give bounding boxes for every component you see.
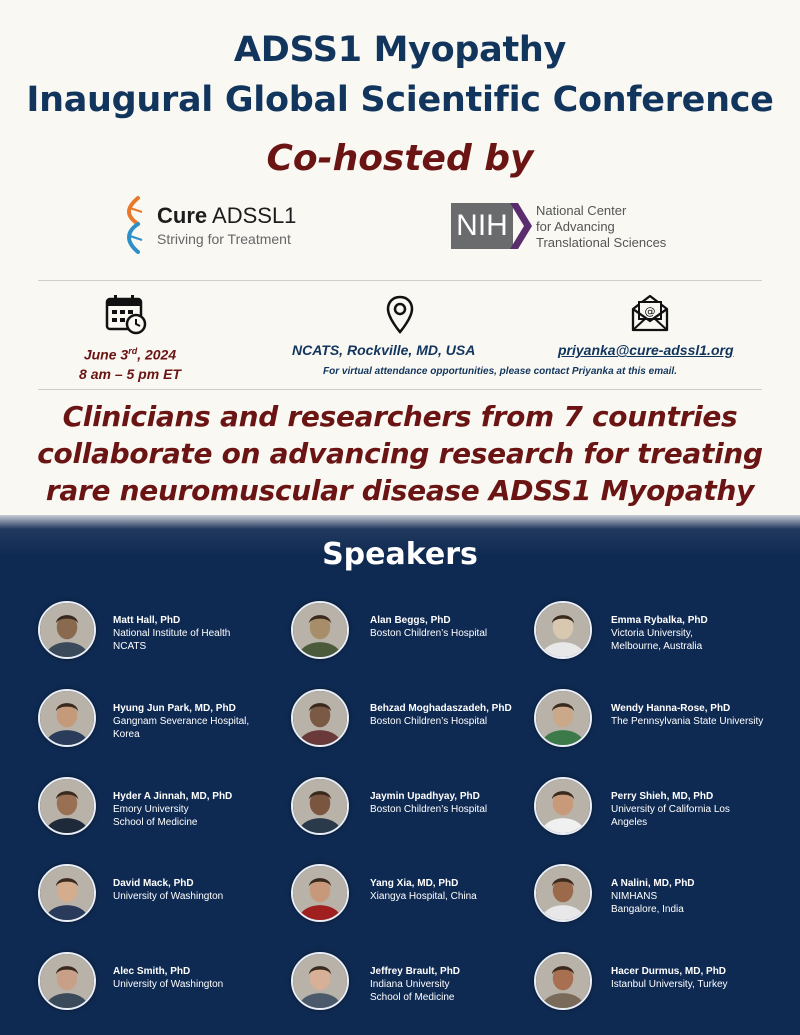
speaker-name: Hyung Jun Park, MD, PhD <box>113 703 236 714</box>
person-avatar-icon <box>536 603 590 657</box>
speaker-affiliation: University of Washington <box>113 891 224 902</box>
event-location: NCATS, Rockville, MD, USA <box>292 342 476 358</box>
event-date: June 3rd, 2024 8 am – 5 pm ET <box>79 346 181 382</box>
speaker-photo <box>534 777 592 835</box>
speaker-affiliation: University of Washington <box>113 979 224 990</box>
speaker-name: Hyder A Jinnah, MD, PhD <box>113 791 233 802</box>
person-avatar-icon <box>40 603 94 657</box>
speaker-name: Alan Beggs, PhD <box>370 615 451 626</box>
speaker-name: Jeffrey Brault, PhD <box>370 966 461 977</box>
cure-adssl1-logo-icon <box>124 196 148 254</box>
speaker-photo <box>291 864 349 922</box>
speaker-photo <box>291 777 349 835</box>
cure-adssl1-tagline: Striving for Treatment <box>157 231 291 247</box>
speaker-affiliation: Xiangya Hospital, China <box>370 891 477 902</box>
speakers-heading: Speakers <box>322 537 478 572</box>
speaker-name: Perry Shieh, MD, PhD <box>611 791 714 802</box>
speaker-affiliation: Indiana University <box>370 979 450 990</box>
speaker-affiliation: Emory University <box>113 804 189 815</box>
cure-adssl1-name: Cure ADSSL1 <box>157 203 297 228</box>
speaker-info <box>611 965 786 991</box>
speaker-affiliation: School of Medicine <box>113 817 198 828</box>
speakers-panel <box>0 515 800 1035</box>
nih-chevron-icon <box>510 203 532 249</box>
speaker-affiliation: School of Medicine <box>370 992 455 1003</box>
speaker-name: Wendy Hanna-Rose, PhD <box>611 703 731 714</box>
person-avatar-icon <box>536 866 590 920</box>
speaker-info <box>611 877 786 916</box>
speaker-info <box>113 877 288 903</box>
person-avatar-icon <box>40 954 94 1008</box>
speaker-photo <box>534 689 592 747</box>
speaker-name: Emma Rybalka, PhD <box>611 615 708 626</box>
speaker-affiliation: Bangalore, India <box>611 904 684 915</box>
envelope-at-icon <box>630 293 670 333</box>
person-avatar-icon <box>293 866 347 920</box>
speaker-affiliation: Gangnam Severance Hospital, <box>113 716 250 727</box>
speaker-info <box>113 702 288 741</box>
virtual-attendance-note: For virtual attendance opportunities, please contact Priyanka at this email. <box>323 366 677 377</box>
speaker-photo <box>291 689 349 747</box>
speaker-photo <box>534 864 592 922</box>
speaker-photo <box>38 689 96 747</box>
cohosted-by-label: Co-hosted by <box>266 138 534 179</box>
speaker-name: Matt Hall, PhD <box>113 615 181 626</box>
speaker-affiliation: Boston Children’s Hospital <box>370 804 488 815</box>
speaker-info <box>113 790 288 829</box>
person-avatar-icon <box>40 866 94 920</box>
speaker-name: Hacer Durmus, MD, PhD <box>611 966 727 977</box>
speaker-affiliation: Victoria University, <box>611 628 693 639</box>
speaker-affiliation: Boston Children’s Hospital <box>370 628 488 639</box>
conference-title-line2: Inaugural Global Scientific Conference <box>26 80 774 120</box>
speaker-info <box>611 790 786 829</box>
contact-email-link[interactable]: priyanka@cure-adssl1.org <box>558 342 734 358</box>
person-avatar-icon <box>536 954 590 1008</box>
calendar-clock-icon <box>105 293 147 335</box>
speaker-photo <box>38 864 96 922</box>
speaker-affiliation: National Institute of Health <box>113 628 231 639</box>
person-avatar-icon <box>293 691 347 745</box>
person-avatar-icon <box>293 954 347 1008</box>
divider-bottom <box>38 389 762 390</box>
person-avatar-icon <box>293 603 347 657</box>
speaker-photo <box>534 952 592 1010</box>
nih-logo-box: NIH <box>451 203 513 249</box>
person-avatar-icon <box>536 691 590 745</box>
svg-text:@: @ <box>644 305 656 318</box>
speaker-info <box>370 702 545 728</box>
person-avatar-icon <box>40 779 94 833</box>
speaker-photo <box>291 952 349 1010</box>
person-avatar-icon <box>536 779 590 833</box>
speaker-affiliation: Melbourne, Australia <box>611 641 703 652</box>
speaker-name: Jaymin Upadhyay, PhD <box>370 791 480 802</box>
person-avatar-icon <box>40 691 94 745</box>
speaker-photo <box>291 601 349 659</box>
speaker-name: Behzad Moghadaszadeh, PhD <box>370 703 512 714</box>
speaker-photo <box>38 601 96 659</box>
speaker-info <box>113 614 288 653</box>
speaker-info <box>370 877 545 903</box>
speaker-affiliation: NIMHANS <box>611 891 658 902</box>
speaker-affiliation: Boston Children’s Hospital <box>370 716 488 727</box>
conference-title-line1: ADSS1 Myopathy <box>233 30 567 70</box>
speaker-info <box>113 965 288 991</box>
headline: Clinicians and researchers from 7 countries collaborate on advancing research for treating rare neuromuscular disease ADSS1 Myopathy <box>37 400 763 507</box>
speaker-photo <box>38 777 96 835</box>
speaker-affiliation: Istanbul University, Turkey <box>611 979 728 990</box>
nih-center-name: National Center for Advancing Translational Sciences <box>536 203 667 250</box>
speaker-photo <box>534 601 592 659</box>
speaker-affiliation: The Pennsylvania State University <box>611 716 764 727</box>
speaker-name: Alec Smith, PhD <box>113 966 191 977</box>
speaker-name: A Nalini, MD, PhD <box>611 878 695 889</box>
speaker-info <box>370 614 545 640</box>
map-pin-icon <box>386 295 414 335</box>
divider-top <box>38 280 762 281</box>
speaker-affiliation: Angeles <box>611 817 648 828</box>
speaker-affiliation: NCATS <box>113 641 147 652</box>
speaker-affiliation: Korea <box>113 729 140 740</box>
speaker-info <box>611 614 786 653</box>
speaker-name: David Mack, PhD <box>113 878 194 889</box>
speaker-info <box>611 702 786 728</box>
speaker-info <box>370 965 545 1004</box>
speaker-name: Yang Xia, MD, PhD <box>370 878 459 889</box>
speaker-photo <box>38 952 96 1010</box>
speaker-affiliation: University of California Los <box>611 804 730 815</box>
person-avatar-icon <box>293 779 347 833</box>
speaker-info <box>370 790 545 816</box>
